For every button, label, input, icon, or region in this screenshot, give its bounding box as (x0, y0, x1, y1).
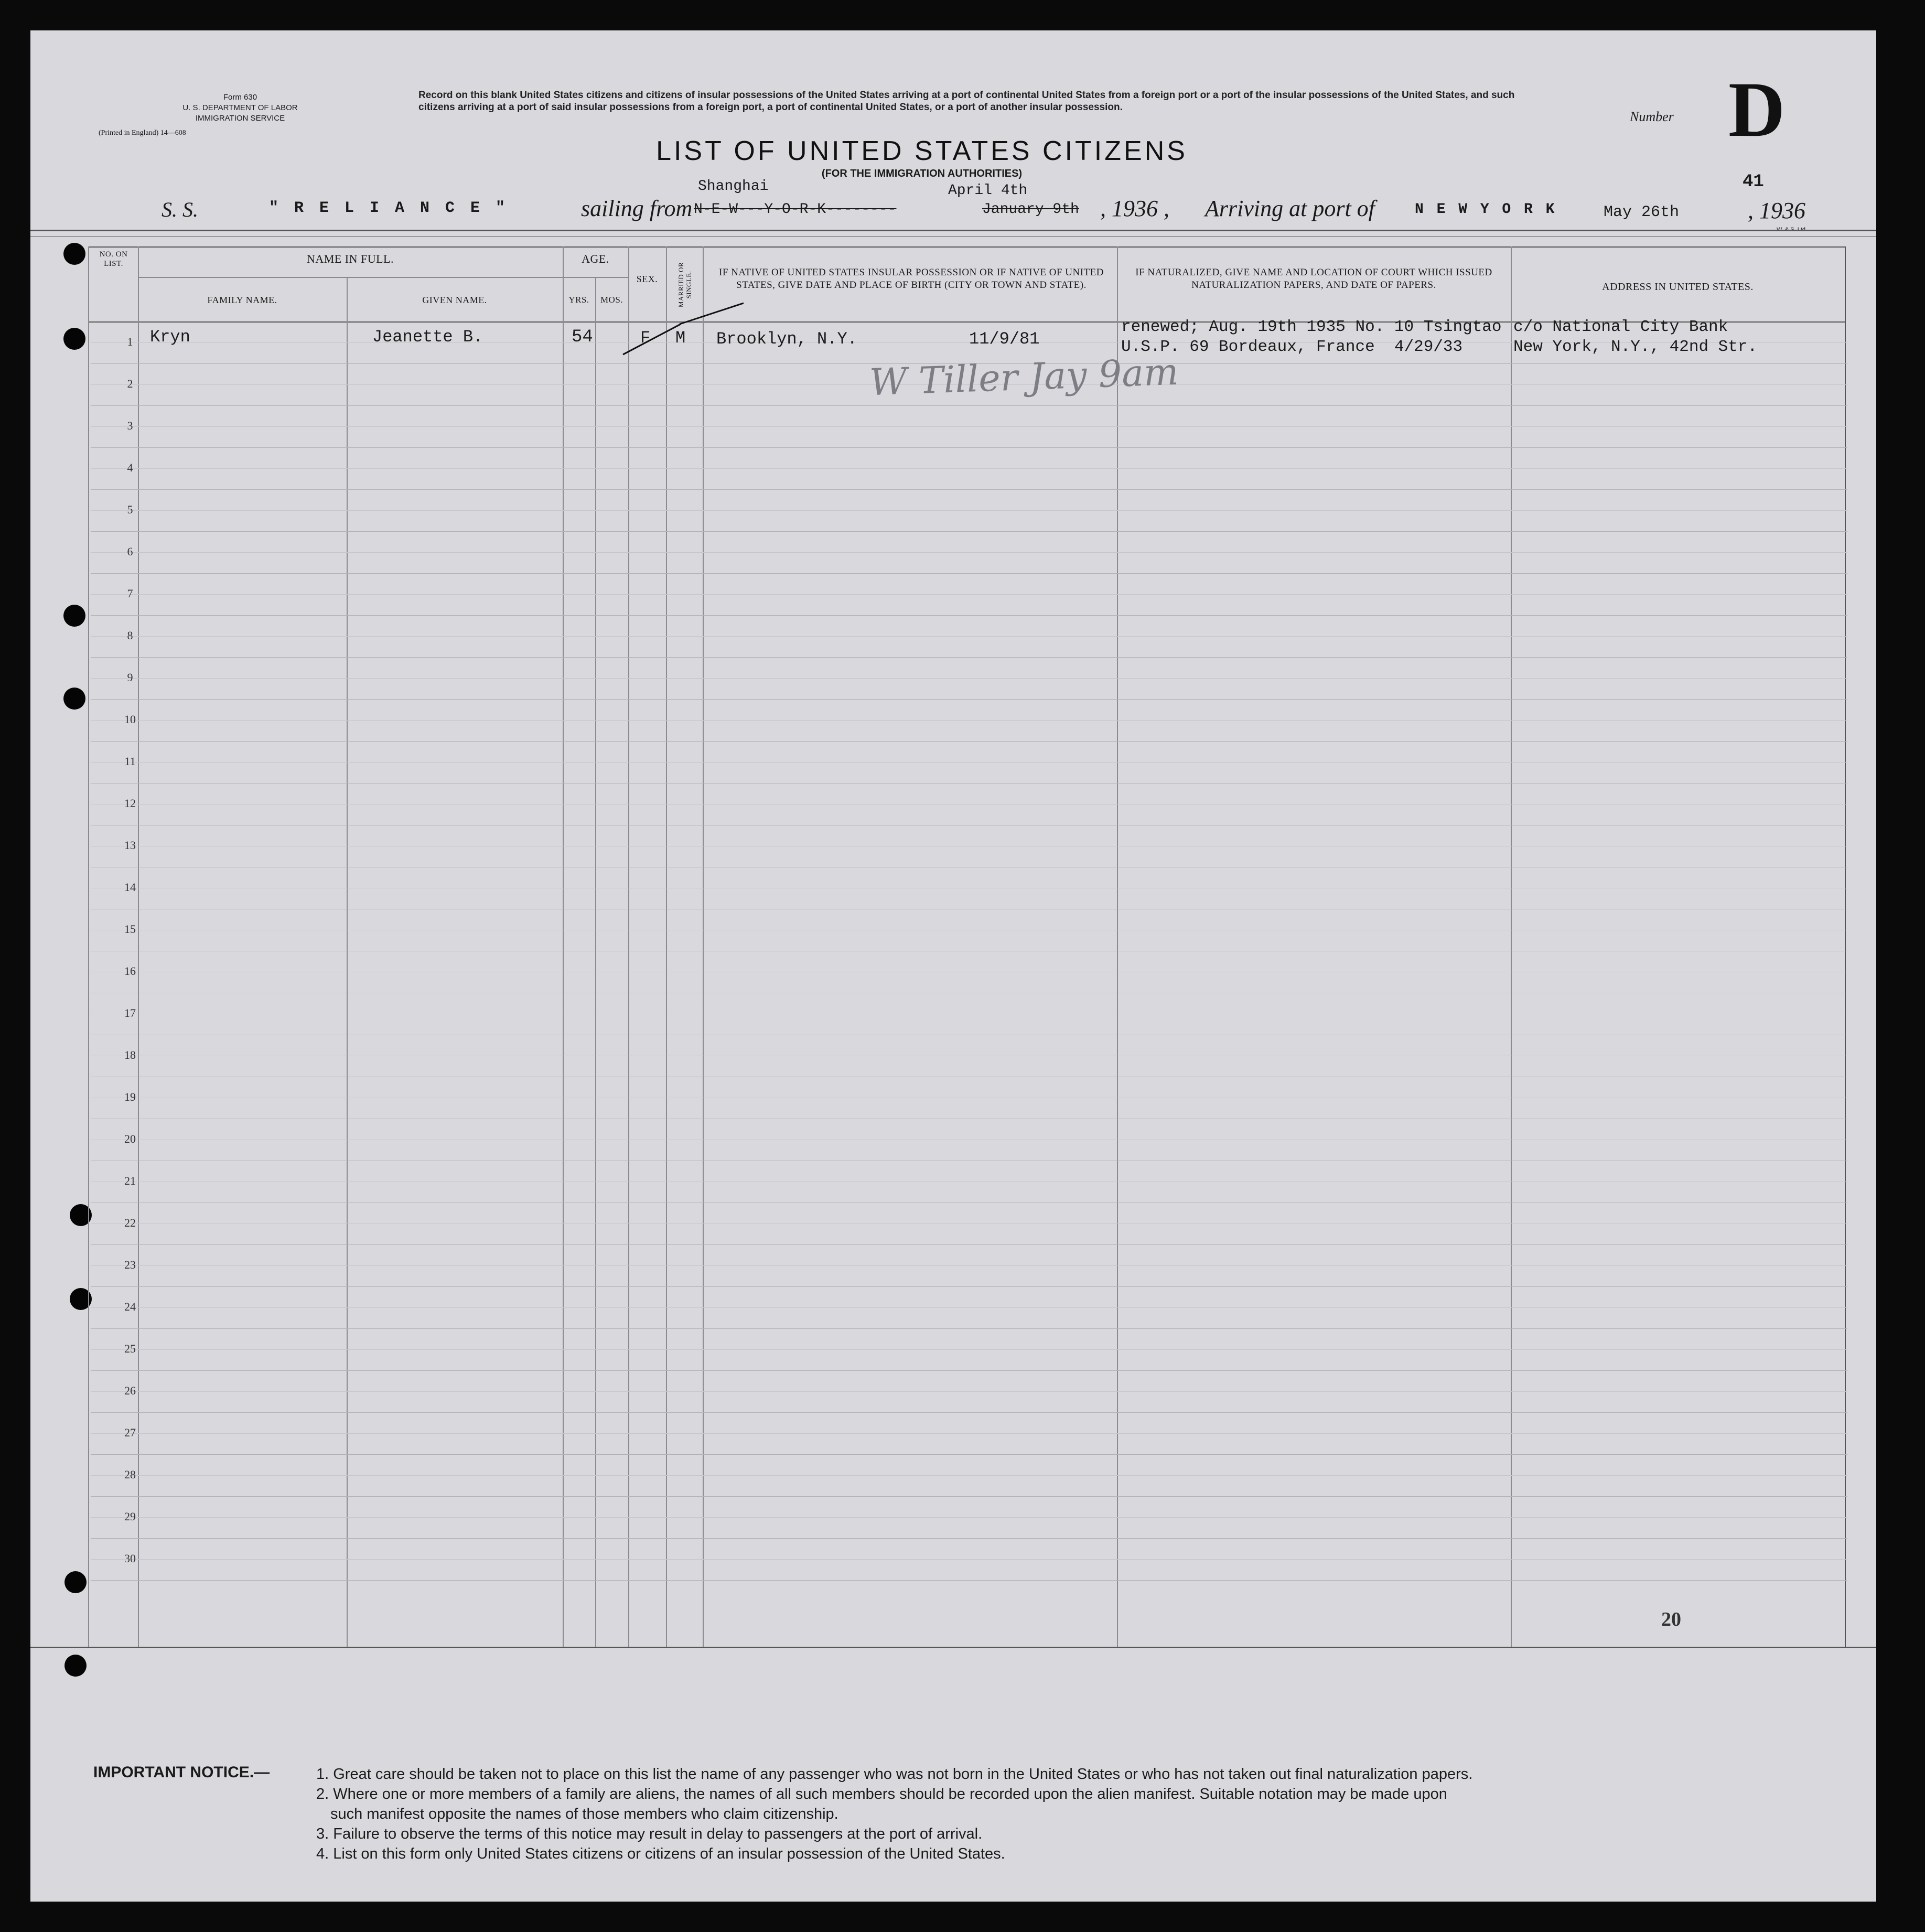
entry-birth-date: 11/9/81 (969, 329, 1040, 349)
name-subheader-rule (138, 277, 563, 278)
row-rule (91, 699, 1847, 700)
sailing-from-label: sailing from (581, 196, 693, 221)
row-number: 2 (127, 377, 133, 390)
punch-hole (64, 1655, 87, 1677)
number-letter: D (1728, 66, 1786, 153)
row-half-rule (91, 552, 1847, 553)
arrival-port: N E W Y O R K (1415, 201, 1557, 218)
row-rule (91, 1496, 1847, 1497)
col-header-family-name: FAMILY NAME. (207, 295, 277, 305)
entry-address-line-1: c/o National City Bank (1513, 318, 1728, 336)
col-header-no: NO. ON LIST. (99, 250, 128, 268)
row-half-rule (91, 426, 1847, 427)
row-number: 18 (124, 1048, 136, 1061)
department-name: U. S. DEPARTMENT OF LABOR (182, 103, 298, 112)
col-header-address: ADDRESS IN UNITED STATES. (1602, 281, 1754, 293)
entry-naturalization-line-1: renewed; Aug. 19th 1935 No. 10 Tsingtao (1121, 318, 1502, 336)
row-half-rule (91, 1349, 1847, 1350)
row-rule (91, 657, 1847, 658)
punch-hole (63, 605, 85, 627)
row-rule (91, 1580, 1847, 1581)
row-number: 20 (124, 1132, 136, 1145)
row-rule (91, 1244, 1847, 1245)
row-half-rule (91, 1517, 1847, 1518)
row-half-rule (91, 678, 1847, 679)
row-number: 29 (124, 1510, 136, 1523)
column-divider (88, 246, 89, 1647)
punch-hole (63, 328, 85, 350)
ship-name: " R E L I A N C E " (269, 199, 509, 217)
col-header-birth: IF NATIVE OF UNITED STATES INSULAR POSSESSION OR IF NATIVE OF UNITED STATES, GIVE DATE AND PLACE OF BIRTH (CITY OR TOWN AND STATE). (719, 267, 1104, 291)
entry-marital-status: M (675, 328, 686, 348)
punch-hole (63, 243, 85, 265)
column-divider (595, 277, 596, 1647)
departure-port-original: N-E-W---Y-O-R-K-------- (694, 201, 897, 218)
column-divider (563, 246, 564, 1647)
form-number: Form 630 (223, 93, 257, 102)
departure-year: , 1936 , (1100, 196, 1169, 221)
row-half-rule (91, 468, 1847, 469)
row-half-rule (91, 636, 1847, 637)
arrival-date: May 26th (1604, 203, 1680, 221)
age-subheader-rule (563, 277, 628, 278)
row-rule (91, 1412, 1847, 1413)
row-half-rule (91, 762, 1847, 763)
row-number: 15 (124, 922, 136, 936)
row-half-rule (91, 1265, 1847, 1266)
row-rule (91, 741, 1847, 742)
row-number: 17 (124, 1006, 136, 1019)
row-rule (91, 615, 1847, 616)
col-header-given-name: GIVEN NAME. (422, 295, 487, 305)
row-number: 24 (124, 1300, 136, 1313)
col-header-name: NAME IN FULL. (307, 252, 394, 265)
row-number: 1 (127, 335, 133, 348)
header-rule (30, 236, 1876, 237)
row-number: 30 (124, 1552, 136, 1565)
row-number: 4 (127, 461, 133, 474)
row-rule (91, 1454, 1847, 1455)
row-half-rule (91, 510, 1847, 511)
handwritten-note: W Tiller Jay 9am (868, 350, 1179, 404)
row-number: 5 (127, 503, 133, 516)
arriving-label: Arriving at port of (1205, 196, 1375, 221)
row-half-rule (91, 1475, 1847, 1476)
notice-item-2: 2. Where one or more members of a family are aliens, the names of all such members should be recorded upon the alien manifest. Suitable notation may be made upon (316, 1786, 1447, 1802)
row-number: 9 (127, 671, 133, 684)
form-subtitle: (FOR THE IMMIGRATION AUTHORITIES) (821, 168, 1023, 179)
arrival-year: , 1936 (1748, 198, 1805, 223)
row-half-rule (91, 720, 1847, 721)
header-rule (30, 230, 1876, 231)
punch-hole (64, 1571, 87, 1593)
row-rule (91, 1328, 1847, 1329)
entry-given-name: Jeanette B. (372, 327, 483, 347)
row-number: 11 (124, 755, 136, 768)
row-half-rule (91, 594, 1847, 595)
service-name: IMMIGRATION SERVICE (195, 114, 285, 123)
departure-port-corrected: Shanghai (698, 178, 769, 195)
col-header-mos: MOS. (600, 295, 623, 305)
row-number: 16 (124, 964, 136, 978)
row-number: 19 (124, 1090, 136, 1103)
entry-naturalization-line-2: U.S.P. 69 Bordeaux, France 4/29/33 (1121, 338, 1463, 356)
table-top-border (88, 246, 1845, 248)
row-rule (91, 489, 1847, 490)
col-header-sex: SEX. (636, 274, 658, 284)
row-number: 6 (127, 545, 133, 558)
row-half-rule (91, 1559, 1847, 1560)
row-rule (91, 1538, 1847, 1539)
row-number: 26 (124, 1384, 136, 1397)
departure-date-original: January 9th (982, 201, 1079, 218)
entry-age-years: 54 (572, 327, 593, 347)
notice-label: IMPORTANT NOTICE.— (93, 1764, 270, 1781)
row-number: 7 (127, 587, 133, 600)
row-rule (91, 405, 1847, 406)
entry-family-name: Kryn (150, 327, 190, 347)
notice-item-3: 3. Failure to observe the terms of this notice may result in delay to passengers at the port of arrival. (316, 1826, 983, 1842)
notice-item-1: 1. Great care should be taken not to place on this list the name of any passenger who was not born in the United States or who has not taken out final naturalization papers. (316, 1766, 1473, 1783)
row-rule (91, 573, 1847, 574)
row-number: 12 (124, 797, 136, 810)
row-half-rule (91, 1307, 1847, 1308)
table-bottom-border (30, 1647, 1876, 1648)
entry-sex: F (640, 328, 651, 348)
row-number: 13 (124, 839, 136, 852)
col-header-age: AGE. (582, 252, 609, 265)
column-divider (628, 246, 629, 1647)
row-number: 25 (124, 1342, 136, 1355)
column-divider (1845, 246, 1846, 1647)
entry-birth-place: Brooklyn, N.Y. (716, 329, 857, 349)
row-half-rule (91, 1433, 1847, 1434)
col-header-naturalized: IF NATURALIZED, GIVE NAME AND LOCATION OF COURT WHICH ISSUED NATURALIZATION PAPERS, AND DATE OF PAPERS. (1135, 267, 1492, 291)
manifest-page (30, 30, 1876, 1902)
departure-date-corrected: April 4th (948, 183, 1028, 199)
column-divider (666, 246, 667, 1647)
row-rule (91, 531, 1847, 532)
col-header-yrs: YRS. (568, 295, 589, 305)
notice-item-4: 4. List on this form only United States citizens or citizens of an insular possession of the United States. (316, 1845, 1005, 1862)
check-mark (618, 287, 749, 366)
row-rule (91, 1370, 1847, 1371)
punch-hole (63, 688, 85, 710)
stamp-number: 20 (1661, 1608, 1681, 1630)
form-instructions: Record on this blank United States citizens and citizens of insular possessions of the United States arriving at a port of continental United States from a foreign port or a port of the insular possessions of the United States, and such citizens arriving at a port of said insular possessions from a foreign port, a port of continental United States, or a port of another insular possession. (418, 90, 1515, 113)
ss-label: S. S. (162, 198, 198, 221)
column-divider (1511, 246, 1512, 1647)
row-number: 23 (124, 1258, 136, 1271)
row-number: 21 (124, 1174, 136, 1187)
form-agency-block (162, 92, 319, 124)
row-number: 3 (127, 419, 133, 432)
row-number: 14 (124, 881, 136, 894)
column-divider (1117, 246, 1118, 1647)
entry-address-line-2: New York, N.Y., 42nd Str. (1513, 338, 1758, 356)
notice-item-2-continued: such manifest opposite the names of those members who claim citizenship. (330, 1806, 838, 1822)
row-number: 10 (124, 713, 136, 726)
row-half-rule (91, 1391, 1847, 1392)
row-half-rule (91, 1223, 1847, 1224)
row-number: 22 (124, 1216, 136, 1229)
column-divider (347, 277, 348, 1647)
number-label: Number (1630, 109, 1674, 124)
row-number: 28 (124, 1468, 136, 1481)
col-header-marital: MARRIED OR SINGLE. (677, 262, 693, 308)
printed-note: (Printed in England) 14—608 (99, 129, 186, 137)
row-rule (91, 447, 1847, 448)
page-number: 41 (1743, 172, 1764, 192)
form-title: LIST OF UNITED STATES CITIZENS (656, 136, 1188, 166)
row-rule (91, 1286, 1847, 1287)
row-number: 27 (124, 1426, 136, 1439)
column-divider (703, 246, 704, 1647)
row-number: 8 (127, 629, 133, 642)
